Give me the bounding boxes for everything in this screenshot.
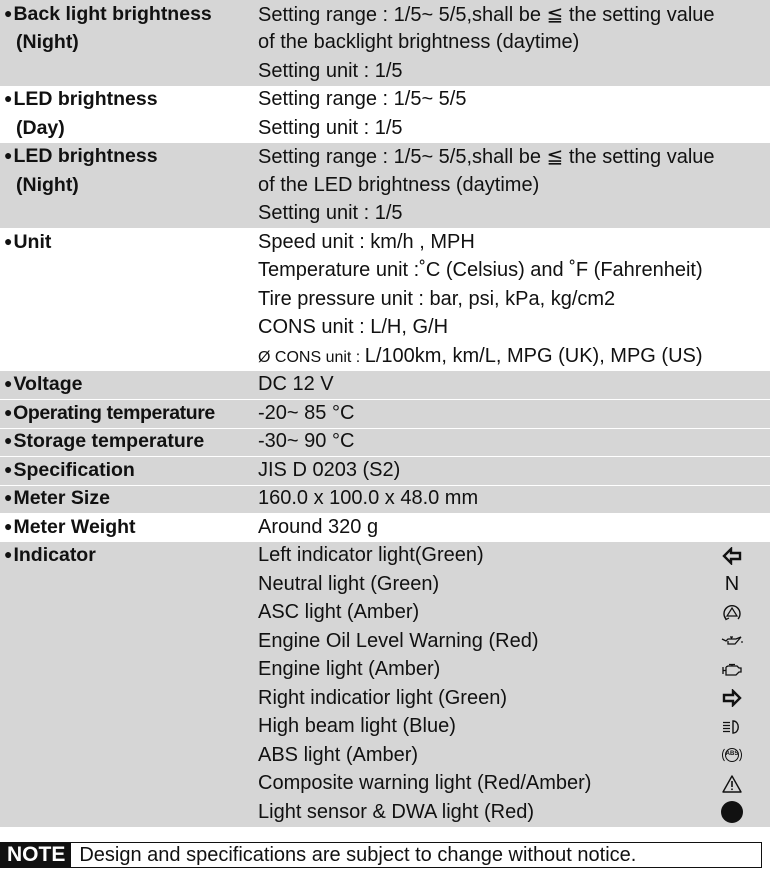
oil-can-icon	[694, 634, 770, 648]
value-text: Setting unit : 1/5	[258, 202, 403, 225]
warning-triangle-icon	[694, 774, 770, 794]
value-text: Setting unit : 1/5	[258, 116, 403, 139]
indicator-text: Engine Oil Level Warning (Red)	[258, 629, 539, 652]
note-box	[0, 842, 762, 868]
high-beam-icon	[694, 719, 770, 735]
row-voltage: ●Voltage DC 12 V	[0, 371, 770, 400]
label-meter-weight: Meter Weight	[13, 515, 136, 538]
indicator-text: Light sensor & DWA light (Red)	[258, 800, 535, 823]
label-indicator: Indicator	[13, 544, 96, 567]
value-text: of the LED brightness (daytime)	[258, 173, 540, 196]
value-text: Setting range : 1/5~ 5/5,shall be ≦ the setting value	[258, 3, 715, 26]
value-text: Setting range : 1/5~ 5/5	[258, 88, 467, 111]
neutral-n-icon: N	[724, 572, 740, 595]
right-arrow-icon	[694, 689, 770, 707]
row-led-day: ●LED brightness Setting range : 1/5~ 5/5 (Day) Setting unit : 1/5	[0, 86, 770, 143]
label-specification: Specification	[13, 458, 135, 481]
indicator-text: Left indicator light(Green)	[258, 544, 484, 567]
label-backlight: Back light brightness	[13, 2, 212, 25]
value-text: Tire pressure unit : bar, psi, kPa, kg/cm2	[258, 287, 616, 310]
label-led: LED brightness	[13, 88, 158, 111]
label-voltage: Voltage	[13, 373, 83, 396]
label-subtitle: (Day)	[16, 116, 65, 139]
value-text: 160.0 x 100.0 x 48.0 mm	[258, 487, 479, 510]
row-backlight-night: ●Back light brightness Setting range : 1/5~ 5/5,shall be ≦ the setting value (Night) of the backlight brightness (daytime) Setting unit : 1/5	[0, 0, 770, 86]
row-storage-temp: ●Storage temperature -30~ 90 °C	[0, 428, 770, 457]
note-text: Design and specifications are subject to change without notice.	[79, 843, 637, 866]
value-text: of the backlight brightness (daytime)	[258, 31, 580, 54]
value-text: Speed unit : km/h , MPH	[258, 230, 475, 253]
indicator-text: Right indicatior light (Green)	[258, 686, 507, 709]
indicator-text: Engine light (Amber)	[258, 658, 441, 681]
engine-icon	[694, 662, 770, 678]
label-subtitle: (Night)	[16, 31, 79, 54]
filled-circle-icon	[694, 800, 770, 824]
row-unit: ●Unit Speed unit : km/h , MPH Temperature unit :˚C (Celsius) and ˚F (Fahrenheit) Tire pressure unit : bar, psi, kPa, kg/cm2 CONS unit : L/H, G/H Ø CONS unit : L/100km, km/L, MPG (UK), MPG (US)	[0, 228, 770, 371]
row-meter-weight: ●Meter Weight Around 320 g	[0, 513, 770, 542]
row-meter-size: ●Meter Size 160.0 x 100.0 x 48.0 mm	[0, 485, 770, 514]
label-subtitle: (Night)	[16, 173, 79, 196]
value-text: Temperature unit :˚C (Celsius) and ˚F (Fahrenheit)	[258, 259, 703, 282]
abs-icon: ABS	[694, 745, 770, 765]
value-text: CONS unit : L/H, G/H	[258, 316, 449, 339]
avg-cons-prefix: Ø CONS unit :	[258, 348, 365, 366]
value-text: -30~ 90 °C	[258, 430, 355, 453]
value-text	[256, 345, 770, 368]
label-led: LED brightness	[13, 145, 158, 168]
value-text: Around 320 g	[258, 515, 379, 538]
value-text: JIS D 0203 (S2)	[258, 458, 401, 481]
value-text: Setting unit : 1/5	[258, 59, 403, 82]
label-unit: Unit	[13, 230, 52, 253]
value-text: DC 12 V	[258, 373, 334, 396]
row-specification: ●Specification JIS D 0203 (S2)	[0, 456, 770, 485]
avg-cons-values: L/100km, km/L, MPG (UK), MPG (US)	[364, 344, 703, 367]
indicator-text: ASC light (Amber)	[258, 601, 420, 624]
row-led-night: ●LED brightness Setting range : 1/5~ 5/5,shall be ≦ the setting value (Night) of the LED brightness (daytime) Setting unit : 1/5	[0, 143, 770, 229]
row-indicator: ●Indicator Left indicator light(Green) Neutral light (Green) N ASC light (Amber) Engine Oil Level Warning (Red) Engine light (Amber) Right indicatior light (Green) High beam light (Blue) ABS light (Amber) ABS Composite warning light (Red/Amber) Light sensor & DWA light (Red)	[0, 542, 770, 827]
left-arrow-icon	[694, 547, 770, 565]
asc-icon	[694, 602, 770, 624]
value-text: -20~ 85 °C	[258, 401, 355, 424]
indicator-text: High beam light (Blue)	[258, 715, 456, 738]
label-meter-size: Meter Size	[13, 487, 110, 510]
indicator-text: ABS light (Amber)	[258, 743, 419, 766]
note-label: NOTE	[1, 843, 71, 867]
row-operating-temp: ●Operating temperature -20~ 85 °C	[0, 399, 770, 428]
indicator-text: Neutral light (Green)	[258, 572, 440, 595]
value-text: Setting range : 1/5~ 5/5,shall be ≦ the setting value	[258, 146, 715, 169]
label-operating-temp: Operating temperature	[13, 401, 215, 424]
label-storage-temp: Storage temperature	[13, 430, 205, 453]
indicator-text: Composite warning light (Red/Amber)	[258, 772, 592, 795]
